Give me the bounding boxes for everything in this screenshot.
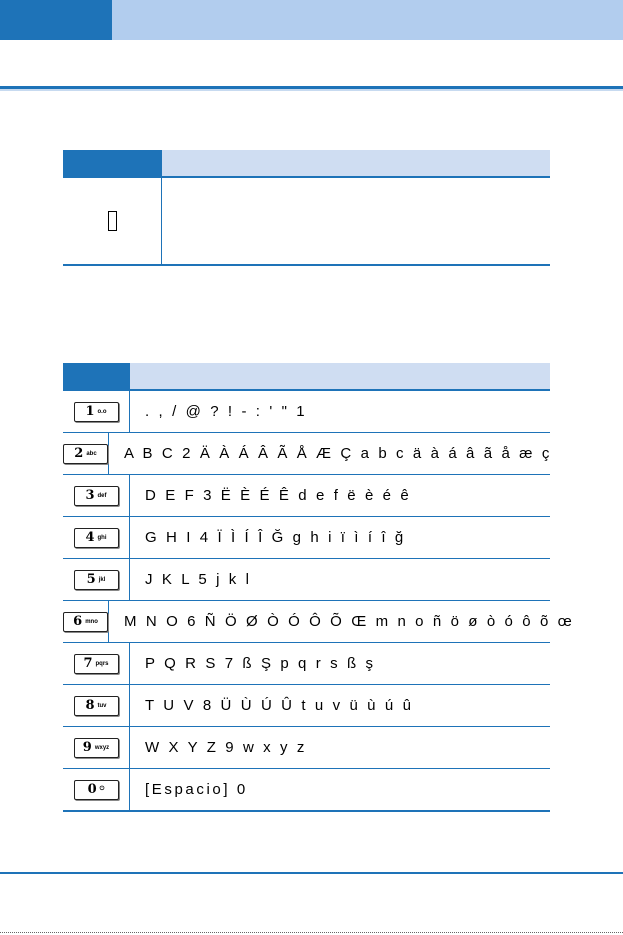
cursor-icon <box>108 211 117 231</box>
key-letters: abc <box>86 450 97 457</box>
table-row <box>63 769 550 812</box>
key-letters: mno <box>85 618 98 625</box>
table-row <box>63 643 550 685</box>
key-table-header-col1 <box>63 363 130 389</box>
key-table-header-col2 <box>130 363 550 389</box>
key-letters: pqrs <box>95 660 109 667</box>
key-digit: 0 <box>87 782 97 797</box>
key-digit: 3 <box>85 488 95 503</box>
key-letters: wxyz <box>94 744 110 751</box>
key-characters: P Q R S 7 ß Ş p q r s ß ş <box>145 655 376 672</box>
key-7-icon <box>74 654 119 674</box>
key-5-icon <box>74 570 119 590</box>
cursor-table-header-col1 <box>63 150 162 176</box>
table-row <box>63 685 550 727</box>
key-letters: o.o <box>97 408 107 415</box>
key-characters: A B C 2 Ä À Á Â Ã Å Æ Ç a b c ä à á â ã å æ ç <box>124 445 552 462</box>
key-characters: D E F 3 Ë È É Ê d e f ë è é ê <box>145 487 412 504</box>
key-0-icon <box>74 780 119 800</box>
key-digit: 7 <box>83 656 93 671</box>
key-letters: ⏻ <box>99 786 105 792</box>
cursor-table-row <box>63 178 550 266</box>
key-3-icon <box>74 486 119 506</box>
table-row <box>63 433 550 475</box>
key-characters: W X Y Z 9 w x y z <box>145 739 308 756</box>
footer-dotted-line <box>0 932 623 933</box>
header-rule-shadow <box>0 89 623 91</box>
key-letters: tuv <box>97 702 107 709</box>
key-characters: . , / @ ? ! - : ' " 1 <box>145 403 308 420</box>
key-8-icon <box>74 696 119 716</box>
key-4-icon <box>74 528 119 548</box>
table-row <box>63 601 575 643</box>
cursor-description <box>162 178 550 264</box>
key-digit: 9 <box>82 740 92 755</box>
key-digit: 2 <box>74 446 84 461</box>
key-digit: 8 <box>85 698 95 713</box>
cursor-table-header-col2 <box>162 150 550 176</box>
key-characters: J K L 5 j k l <box>145 571 252 588</box>
key-6-icon <box>63 612 108 632</box>
key-2-icon <box>63 444 108 464</box>
key-table <box>63 363 575 812</box>
key-9-icon <box>74 738 119 758</box>
cursor-table-header <box>63 150 550 178</box>
key-digit: 4 <box>85 530 95 545</box>
key-digit: 1 <box>85 404 95 419</box>
key-1-icon <box>74 402 119 422</box>
key-characters: [Espacio] 0 <box>145 781 248 798</box>
key-digit: 5 <box>86 572 96 587</box>
key-characters: G H I 4 Ï Ì Í Î Ğ g h i ï ì í î ğ <box>145 529 406 546</box>
key-characters: M N O 6 Ñ Ö Ø Ò Ó Ô Õ Œ m n o ñ ö ø ò ó ô õ œ <box>124 613 575 630</box>
table-row <box>63 391 550 433</box>
cursor-table <box>63 150 550 266</box>
header-bar-dark <box>0 0 112 40</box>
key-table-body <box>63 391 575 812</box>
table-row <box>63 517 550 559</box>
footer-rule <box>0 872 623 874</box>
table-row <box>63 559 550 601</box>
table-row <box>63 475 550 517</box>
key-table-header <box>63 363 550 391</box>
key-characters: T U V 8 Ü Ù Ú Û t u v ü ù ú û <box>145 697 414 714</box>
header-bar-light <box>112 0 623 40</box>
key-letters: jkl <box>98 576 106 583</box>
key-letters: ghi <box>97 534 107 541</box>
key-letters: def <box>97 492 107 499</box>
table-row <box>63 727 550 769</box>
key-digit: 6 <box>73 614 83 629</box>
